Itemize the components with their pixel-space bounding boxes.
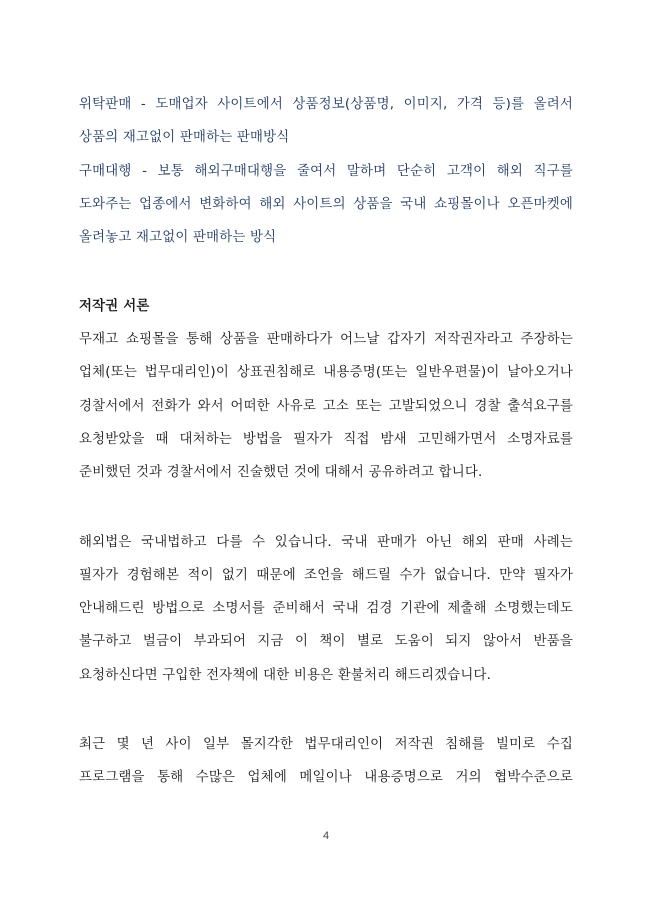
text-line: 해외법은 국내법하고 다를 수 있습니다. 국내 판매가 아닌 해외 판매 사례는	[79, 534, 573, 550]
paragraph-recent	[79, 732, 573, 799]
paragraph-disclaimer	[79, 530, 573, 696]
text-line: 불구하고 벌금이 부과되어 지금 이 책이 별로 도움이 되지 않아서 반품을	[79, 634, 573, 650]
definition-purchase-agency	[79, 159, 573, 259]
paragraph-intro	[79, 327, 573, 493]
definition-consignment	[79, 92, 573, 159]
text-line: 구매대행 - 보통 해외구매대행을 줄여서 말하며 단순히 고객이 해외 직구를	[79, 163, 573, 179]
text-line: 안내해드린 방법으로 소명서를 준비해서 국내 검경 기관에 제출해 소명했는데도	[79, 601, 573, 617]
spacer	[79, 258, 573, 291]
text-line: 무재고 쇼핑몰을 통해 상품을 판매하다가 어느날 갑자기 저작권자라고 주장하는	[79, 332, 573, 348]
section-heading: 저작권 서론	[79, 298, 150, 314]
page-number: 4	[322, 830, 330, 842]
text-line: 필자가 경험해본 적이 없기 때문에 조언을 해드릴 수가 없습니다. 만약 필자가	[79, 567, 573, 583]
page-content	[79, 92, 573, 799]
spacer	[79, 696, 573, 732]
text-line: 준비했던 것과 경찰서에서 진술했던 것에 대해서 공유하려고 합니다.	[79, 465, 483, 481]
spacer	[79, 494, 573, 530]
text-line: 최근 몇 년 사이 일부 몰지각한 법무대리인이 저작권 침해를 빌미로 수집	[79, 737, 573, 753]
text-line: 위탁판매 - 도매업자 사이트에서 상품정보(상품명, 이미지, 가격 등)를 올려서	[79, 97, 573, 112]
text-line: 올려놓고 재고없이 판매하는 방식	[79, 230, 277, 246]
text-line: 경찰서에서 전화가 와서 어떠한 사유로 고소 또는 고발되었으니 경찰 출석요구를	[79, 398, 573, 414]
text-line: 요청하신다면 구입한 전자책에 대한 비용은 환불처리 해드리겠습니다.	[79, 667, 492, 683]
text-line: 상품의 재고없이 판매하는 판매방식	[79, 130, 290, 146]
text-line: 도와주는 업종에서 변화하여 해외 사이트의 상품을 국내 쇼핑몰이나 오픈마켓에	[79, 196, 573, 212]
text-line: 요청받았을 때 대처하는 방법을 필자가 직접 밤새 고민해가면서 소명자료를	[79, 431, 573, 447]
text-line: 프로그램을 통해 수많은 업체에 메일이나 내용증명으로 거의 협박수준으로	[79, 770, 573, 786]
text-line: 업체(또는 법무대리인)이 상표권침해로 내용증명(또는 일반우편물)이 날아오거나	[79, 365, 573, 381]
